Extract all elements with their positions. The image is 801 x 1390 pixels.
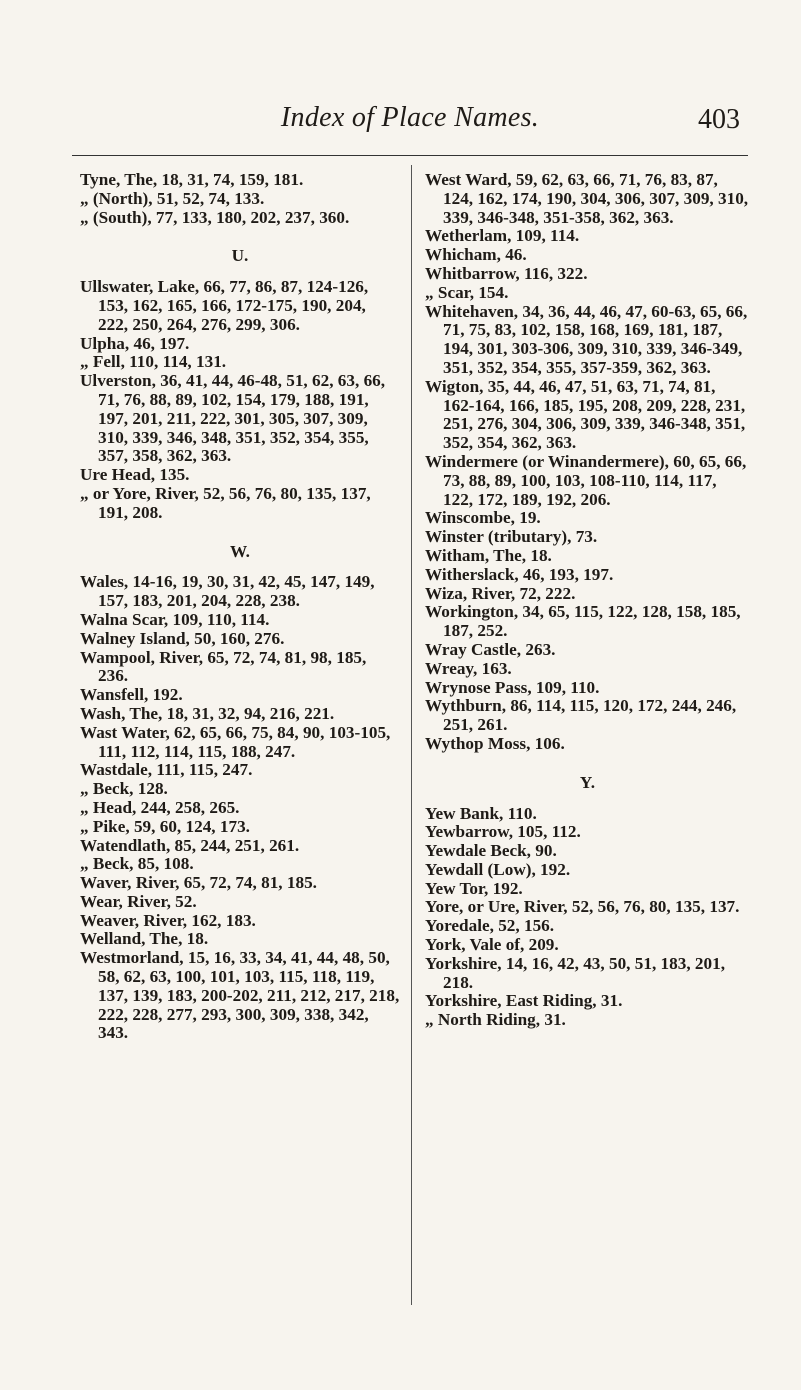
index-entry: „ Scar, 154.: [425, 282, 509, 302]
index-entry: Wast Water, 62, 65, 66, 75, 84, 90, 103-105, 111, 112, 114, 115, 188, 247.: [80, 722, 391, 761]
index-entry: Wastdale, 111, 115, 247.: [80, 760, 253, 780]
index-entry: „ (South), 77, 133, 180, 202, 237, 360.: [80, 207, 350, 227]
page-number: 403: [698, 104, 740, 135]
section-letter-w: W.: [230, 541, 250, 561]
index-entry: „ Pike, 59, 60, 124, 173.: [80, 816, 250, 836]
index-entry: Wansfell, 192.: [80, 685, 183, 705]
index-entry: York, Vale of, 209.: [425, 935, 559, 955]
index-entry: Yoredale, 52, 156.: [425, 916, 555, 936]
entries-u: [80, 278, 400, 522]
index-entry: Yew Bank, 110.: [425, 803, 537, 823]
index-entry: Walna Scar, 109, 110, 114.: [80, 609, 270, 629]
index-entry: Yore, or Ure, River, 52, 56, 76, 80, 135, 137.: [425, 897, 740, 917]
index-entry: Winscombe, 19.: [425, 508, 541, 528]
section-letter-y: Y.: [579, 772, 596, 792]
page-header: [80, 102, 740, 148]
index-entry: Winster (tributary), 73.: [425, 527, 598, 547]
index-entry: Witham, The, 18.: [425, 545, 552, 565]
index-entry: Yew Tor, 192.: [425, 878, 523, 898]
index-entry: Workington, 34, 65, 115, 122, 128, 158, 185, 187, 252.: [425, 602, 741, 641]
index-entry: Yorkshire, East Riding, 31.: [425, 991, 623, 1011]
column-divider: [411, 165, 412, 1305]
index-entry: Waver, River, 65, 72, 74, 81, 185.: [80, 873, 317, 893]
running-title: Index of Place Names.: [280, 102, 540, 133]
index-entry: Whitbarrow, 116, 322.: [425, 263, 588, 283]
index-entry: „ Beck, 85, 108.: [80, 854, 194, 874]
index-entry: Whicham, 46.: [425, 245, 527, 265]
index-entry: Yewdall (Low), 192.: [425, 859, 571, 879]
index-entry: Witherslack, 46, 193, 197.: [425, 564, 614, 584]
index-entry: Whitehaven, 34, 36, 44, 46, 47, 60-63, 65, 66, 71, 75, 83, 102, 158, 168, 169, 181, 187, 194, 301, 303-306, 309, 310, 339, 346-349, 351, 352, 354, 355, 357-359, 362, 363.: [425, 301, 748, 377]
index-entry: „ Fell, 110, 114, 131.: [80, 352, 227, 372]
index-entry: Walney Island, 50, 160, 276.: [80, 628, 285, 648]
index-entry: Yorkshire, 14, 16, 42, 43, 50, 51, 183, 201, 218.: [425, 953, 725, 992]
header-rule: [72, 155, 748, 156]
index-entry: Welland, The, 18.: [80, 929, 209, 949]
index-entry: Yewdale Beck, 90.: [425, 841, 557, 861]
index-entry: Wythburn, 86, 114, 115, 120, 172, 244, 246, 251, 261.: [425, 696, 737, 735]
index-entry: West Ward, 59, 62, 63, 66, 71, 76, 83, 87, 124, 162, 174, 190, 304, 306, 307, 309, 310, 339, 346-348, 351-358, 362, 363.: [425, 170, 749, 227]
index-entry: „ Beck, 128.: [80, 779, 168, 799]
entries-t: [80, 171, 400, 227]
index-entry: „ or Yore, River, 52, 56, 76, 80, 135, 137, 191, 208.: [80, 483, 371, 522]
entries-y: [425, 805, 750, 1031]
index-entry: „ Head, 244, 258, 265.: [80, 797, 240, 817]
entries-w-continued: [425, 171, 750, 754]
index-entry: Westmorland, 15, 16, 33, 34, 41, 44, 48, 50, 58, 62, 63, 100, 101, 103, 115, 118, 119, 137, 139, 183, 200-202, 211, 212, 217, 218, 222, 228, 277, 293, 300, 309, 338, 342, 343.: [80, 948, 400, 1043]
index-entry: Watendlath, 85, 244, 251, 261.: [80, 835, 300, 855]
right-column: [425, 171, 750, 1030]
index-entry: Ure Head, 135.: [80, 465, 190, 485]
index-entry: Wray Castle, 263.: [425, 639, 556, 659]
index-entry: Wigton, 35, 44, 46, 47, 51, 63, 71, 74, 81, 162-164, 166, 185, 195, 208, 209, 228, 231, 251, 276, 304, 306, 309, 339, 346-348, 351, 352, 354, 362, 363.: [425, 376, 746, 453]
index-entry: Wales, 14-16, 19, 30, 31, 42, 45, 147, 149, 157, 183, 201, 204, 228, 238.: [80, 572, 375, 611]
index-entry: Windermere (or Winandermere), 60, 65, 66, 73, 88, 89, 100, 103, 108-110, 114, 117, 122, 172, 189, 192, 206.: [425, 451, 747, 509]
index-entry: „ North Riding, 31.: [425, 1010, 566, 1030]
index-entry: Wrynose Pass, 109, 110.: [425, 677, 600, 697]
index-entry: Tyne, The, 18, 31, 74, 159, 181.: [80, 170, 304, 189]
index-entry: Wreay, 163.: [425, 658, 512, 678]
index-entry: Wythop Moss, 106.: [425, 733, 565, 753]
index-entry: Ulpha, 46, 197.: [80, 333, 190, 353]
index-entry: Ulverston, 36, 41, 44, 46-48, 51, 62, 63, 66, 71, 76, 88, 89, 102, 154, 179, 188, 191, 197, 201, 211, 222, 301, 305, 307, 309, 310, 339, 346, 348, 351, 352, 354, 355, 357, 358, 362, 363.: [80, 371, 386, 466]
index-entry: Wash, The, 18, 31, 32, 94, 216, 221.: [80, 703, 335, 723]
section-letter-u: U.: [231, 246, 249, 266]
index-entry: Wampool, River, 65, 72, 74, 81, 98, 185, 236.: [80, 647, 367, 686]
index-entry: Wiza, River, 72, 222.: [425, 583, 576, 603]
index-entry: Ullswater, Lake, 66, 77, 86, 87, 124-126, 153, 162, 165, 166, 172-175, 190, 204, 222, 250, 264, 276, 299, 306.: [80, 277, 369, 334]
index-entry: Weaver, River, 162, 183.: [80, 910, 256, 930]
entries-w: [80, 573, 400, 1043]
index-entry: „ (North), 51, 52, 74, 133.: [80, 188, 265, 208]
left-column: [80, 171, 400, 1043]
index-entry: Yewbarrow, 105, 112.: [425, 822, 581, 842]
index-entry: Wear, River, 52.: [80, 891, 197, 911]
index-entry: Wetherlam, 109, 114.: [425, 226, 580, 246]
